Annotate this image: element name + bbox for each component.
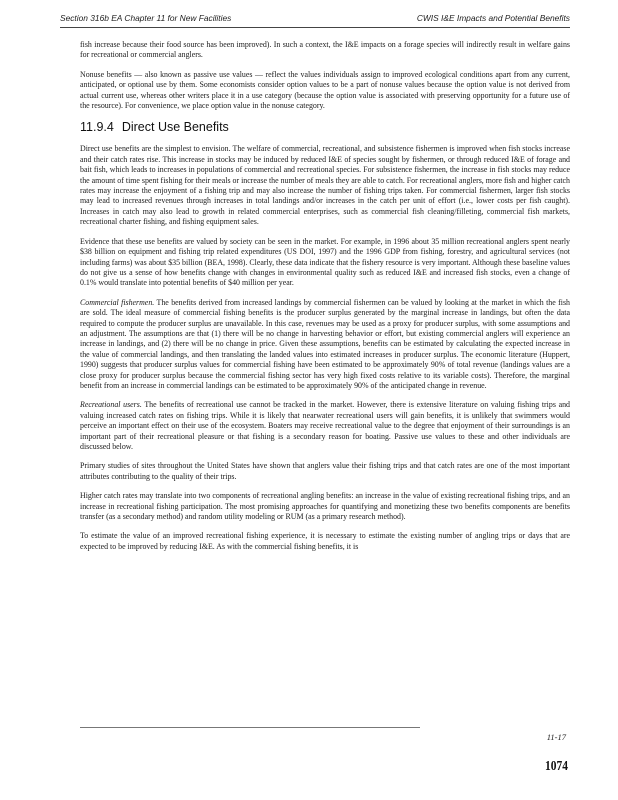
bates-stamp: 1074 (545, 759, 568, 774)
recreational-users-lead: Recreational users. (80, 400, 142, 410)
paragraph-primary-studies: Primary studies of sites throughout the United States have shown that anglers value their fishing trips and that catch rates are one of the most important attributes contributing to the quality of their trips. (80, 461, 570, 481)
footer-rule (80, 727, 420, 728)
header-right-text: CWIS I&E Impacts and Potential Benefits (416, 13, 570, 23)
paragraph-recreational-users (80, 400, 570, 452)
header-rule (60, 27, 570, 28)
section-heading (80, 120, 570, 135)
paragraph-market-evidence: Evidence that these use benefits are valued by society can be seen in the market. For example, in 1996 about 35 million recreational anglers spent nearly $38 billion on equipment and fishing trip related expenditures (US DOI, 1997) and the 1996 GDP from fishing, forestry, and agricultural services (not including farms) was about $35 billion (BEA, 1998). Clearly, these data indicate that the fishery resource is very important. Although these baseline values do not give us a sense of how benefits change with changes in environmental quality such as reduced I&E and increased fish stocks, even a change of 0.1% would translate into potential benefits of $40 million per year. (80, 236, 570, 288)
commercial-fishermen-lead: Commercial fishermen. (80, 297, 155, 307)
section-number: 11.9.4 (80, 120, 114, 135)
recreational-users-text: The benefits of recreational use cannot be tracked in the market. However, there is extensive literature on valuing fishing trips and valuing increased catch rates on fishing trips. While it is likely that nearwater recreational users will gain benefits, it is unlikely that swimmers would perceive an important effect on their use of the ecosystem. Boaters may receive recreational value to the degree that enjoyment of their surroundings is an important part of their recreational pleasure or that fishing is a secondary reason for boating. Passive use values to these and other individuals are discussed below. (80, 400, 570, 451)
page-header (60, 10, 570, 30)
paragraph-forage-species: fish increase because their food source has been improved). In such a context, the I&E impacts on a forage species will indirectly result in welfare gains for recreational or commercial anglers. (80, 40, 570, 60)
page-number: 11-17 (546, 732, 566, 742)
paragraph-direct-use-intro: Direct use benefits are the simplest to envision. The welfare of commercial, recreational, and subsistence fishermen is improved when fish stocks increase and their catch rates rise. This increase in stocks may be induced by reduced I&E of species sought by fishermen, or through reduced I&E of forage and bait fish, which leads to increases in populations of commercial and recreational species. For subsistence fishermen, the increase in fish stocks may reduce the amount of time spent fishing for their meals or increase the number of meals they are able to catch. For recreational anglers, more fish and higher catch rates may increase the enjoyment of a fishing trip and may also increase the number of fishing trips taken. For commercial fishermen, larger fish stocks may lead to increased revenues through increases in total landings and/or increases in the catch per unit of effort (i.e., lower costs per fish caught). Increases in catch may also lead to growth in related commercial enterprises, such as commercial fish cleaning/filleting, commercial fish markets, recreational charter fishing, and fishing equipment sales. (80, 144, 570, 227)
paragraph-commercial-fishermen (80, 298, 570, 392)
commercial-fishermen-text: The benefits derived from increased landings by commercial fishermen can be valued by looking at the market in which the fish are sold. The ideal measure of commercial fishing benefits is the producer surplus generated by the marginal increase in landings, but often the data required to compute the producer surplus are unavailable. In this case, revenues may be used as a proxy for producer surplus, with some assumptions and an adjustment. The assumptions are that (1) there will be no change in harvesting behavior or effort, but existing commercial anglers will experience an increase in landings, and (2) there will be no change in price. Given these assumptions, benefits can be estimated by calculating the expected increase in the value of commercial landings, and then translating the landed values into estimated increases in producer surplus. The economic literature (Huppert, 1990) suggests that producer surplus values for commercial fishing have been estimated to be approximately 90% of total revenue (landings values are a close proxy for producer surplus because the commercial fishing sector has very high fixed costs relative to its variable costs). Therefore, the marginal benefit from an increase in commercial landings can be estimated to be approximately 90% of the anticipated change in revenue. (80, 297, 570, 390)
paragraph-catch-rates: Higher catch rates may translate into two components of recreational angling benefits: an increase in the value of existing recreational fishing trips, and an increase in recreational fishing participation. The most promising approaches for quantifying and monetizing these two benefits components are benefits transfer (as a secondary method) and random utility modeling or RUM (as a primary research method). (80, 491, 570, 522)
paragraph-estimate-value: To estimate the value of an improved recreational fishing experience, it is necessary to estimate the existing number of angling trips or days that are expected to be improved by reducing I&E. As with the commercial fishing benefits, it is (80, 531, 570, 551)
document-body (80, 40, 570, 558)
section-title: Direct Use Benefits (121, 120, 229, 135)
header-left-text: Section 316b EA Chapter 11 for New Facilities (60, 13, 232, 23)
paragraph-nonuse-benefits: Nonuse benefits — also known as passive use values — reflect the values individuals assign to improved ecological conditions apart from any current, anticipated, or optional use by them. Some economists consider option values to be a part of nonuse values because the option value is not derived from actual current use, whereas other writers place it in a use category (because the option value is associated with preserving opportunity for a future use of the resource). For convenience, we place option value in the nonuse category. (80, 69, 570, 111)
